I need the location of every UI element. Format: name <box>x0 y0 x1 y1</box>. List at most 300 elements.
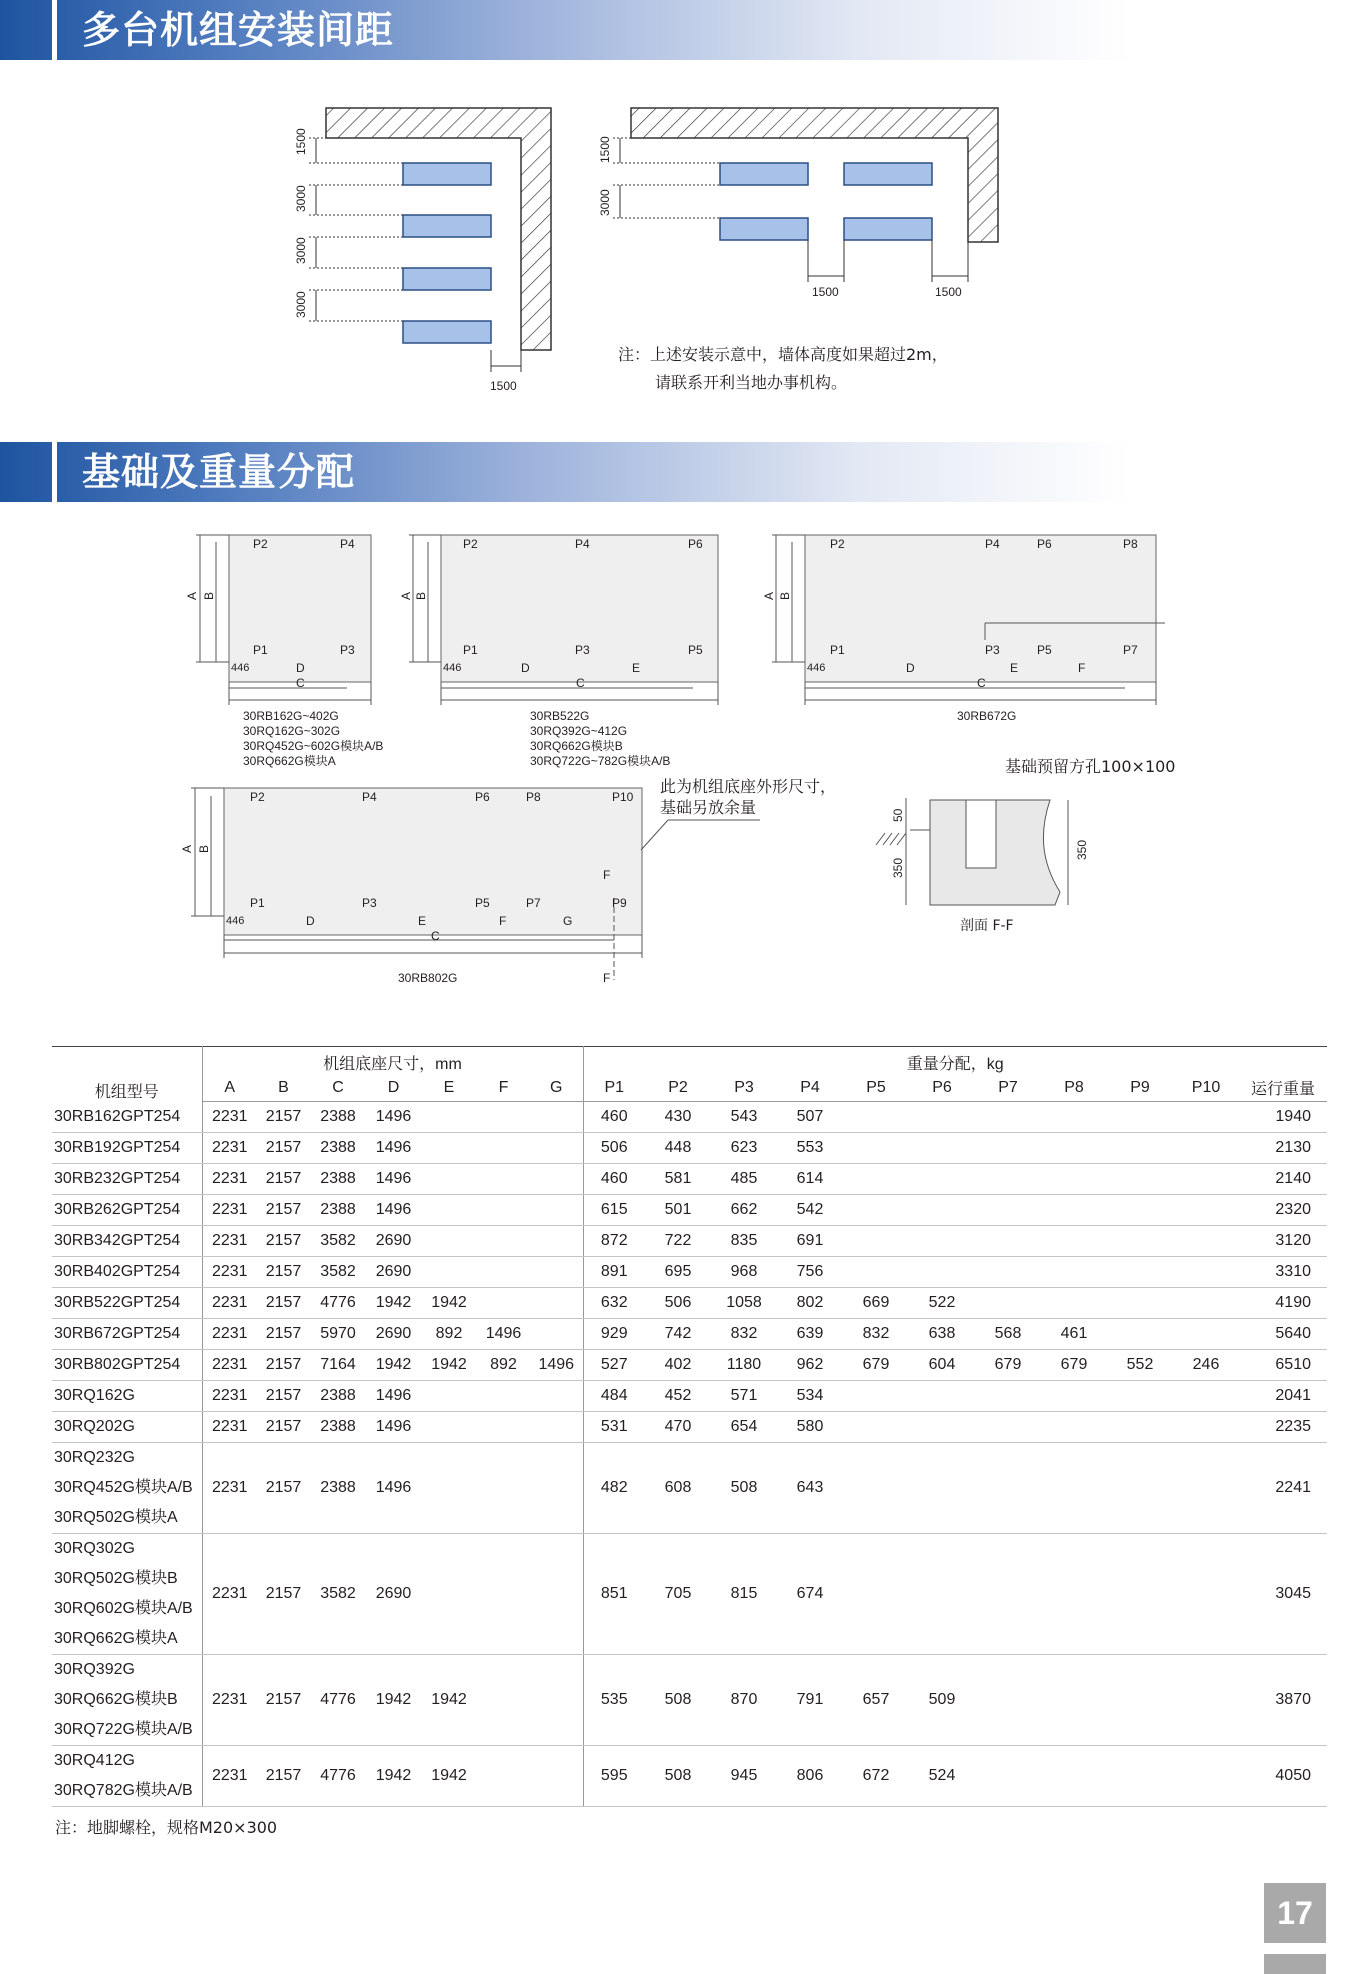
point-P1: P1 <box>253 643 268 657</box>
dim-cell <box>530 1102 583 1133</box>
weight-cell <box>1173 1655 1239 1746</box>
weight-cell: 929 <box>583 1319 645 1350</box>
dim-cell: 892 <box>421 1319 477 1350</box>
diagram3-model: 30RB672G <box>957 709 1017 723</box>
weight-cell: 509 <box>909 1655 975 1746</box>
point-P4: P4 <box>362 790 377 804</box>
weight-cell <box>909 1226 975 1257</box>
point-P2: P2 <box>830 537 845 551</box>
weight-cell: 506 <box>645 1288 711 1319</box>
point-P10: P10 <box>612 790 634 804</box>
dim-cell: 3582 <box>310 1534 366 1655</box>
dim-cell <box>477 1443 530 1534</box>
diagram1-model-3: 30RQ452G~602G模块A/B <box>243 739 384 753</box>
total-weight-cell: 2140 <box>1239 1164 1327 1195</box>
weight-cell <box>975 1102 1041 1133</box>
dim-cell: 2231 <box>202 1319 257 1350</box>
dim-cell: 4776 <box>310 1288 366 1319</box>
weight-cell: 501 <box>645 1195 711 1226</box>
dim-cell: 4776 <box>310 1746 366 1807</box>
model-name: 30RQ412G <box>54 1752 135 1769</box>
model-name: 30RB262GPT254 <box>54 1201 181 1218</box>
table-row <box>52 1655 1327 1746</box>
dim-cell: 3582 <box>310 1226 366 1257</box>
dim-col-header: A <box>202 1074 257 1102</box>
weight-cell <box>1041 1257 1107 1288</box>
weight-cell: 615 <box>583 1195 645 1226</box>
weight-cell <box>909 1195 975 1226</box>
point-P1: P1 <box>463 643 478 657</box>
model-name: 30RQ202G <box>54 1418 135 1435</box>
weight-cell <box>975 1443 1041 1534</box>
total-weight-cell: 2241 <box>1239 1443 1327 1534</box>
dim-cell <box>421 1443 477 1534</box>
weight-cell <box>1041 1443 1107 1534</box>
weight-cell <box>1107 1319 1173 1350</box>
weight-cell: 791 <box>777 1655 843 1746</box>
weight-cell: 508 <box>645 1655 711 1746</box>
dim-cell <box>477 1381 530 1412</box>
model-cell <box>52 1412 202 1443</box>
weight-cell: 552 <box>1107 1350 1173 1381</box>
model-cell <box>52 1655 202 1746</box>
section-title-spacing: 多台机组安装间距 <box>82 8 395 52</box>
weight-cell <box>1107 1257 1173 1288</box>
dim-label: 3000 <box>294 291 308 318</box>
table-row <box>52 1443 1327 1534</box>
weight-cell <box>1173 1381 1239 1412</box>
model-name: 30RQ502G模块B <box>54 1570 178 1587</box>
dim-cell <box>421 1257 477 1288</box>
weight-cell: 448 <box>645 1133 711 1164</box>
weight-cell: 531 <box>583 1412 645 1443</box>
dim-446: 446 <box>443 662 462 674</box>
point-P1: P1 <box>830 643 845 657</box>
model-name: 30RB522GPT254 <box>54 1294 181 1311</box>
weight-cell <box>909 1534 975 1655</box>
dim-cell: 1942 <box>421 1655 477 1746</box>
dim-cell: 1496 <box>366 1133 421 1164</box>
dim-cell: 1496 <box>530 1350 583 1381</box>
label-A: A <box>185 591 199 600</box>
point-P6: P6 <box>475 790 490 804</box>
weight-cell: 470 <box>645 1412 711 1443</box>
weight-cell: 534 <box>777 1381 843 1412</box>
table-row <box>52 1133 1327 1164</box>
dim-col-header: G <box>530 1074 583 1102</box>
weight-cell <box>1173 1746 1239 1807</box>
weight-cell: 571 <box>711 1381 777 1412</box>
dim-cell: 2157 <box>257 1655 310 1746</box>
dim-cell <box>421 1133 477 1164</box>
dim-cell: 1942 <box>421 1746 477 1807</box>
dim-cell <box>477 1746 530 1807</box>
point-P2: P2 <box>253 537 268 551</box>
weight-cell <box>975 1381 1041 1412</box>
weight-cell: 507 <box>777 1102 843 1133</box>
dim-cell <box>530 1534 583 1655</box>
label-A: A <box>762 591 776 600</box>
dim-cell: 2231 <box>202 1350 257 1381</box>
model-name: 30RQ782G模块A/B <box>54 1782 193 1799</box>
weight-col-header: P3 <box>711 1074 777 1102</box>
dim-cell <box>477 1102 530 1133</box>
dim-cell <box>530 1257 583 1288</box>
diagram2-model-2: 30RQ392G~412G <box>530 724 628 738</box>
dim-cell <box>421 1226 477 1257</box>
dim-cell: 2388 <box>310 1164 366 1195</box>
label-D: D <box>296 661 305 675</box>
label-G: G <box>563 914 573 928</box>
dim-350: 350 <box>1075 839 1089 860</box>
weight-cell <box>1041 1164 1107 1195</box>
table-row <box>52 1534 1327 1655</box>
weight-cell <box>843 1257 909 1288</box>
model-name: 30RB802GPT254 <box>54 1356 181 1373</box>
weight-cell: 430 <box>645 1102 711 1133</box>
weight-cell <box>1107 1288 1173 1319</box>
weight-cell: 870 <box>711 1655 777 1746</box>
point-P6: P6 <box>688 537 703 551</box>
weight-cell: 608 <box>645 1443 711 1534</box>
weight-cell: 484 <box>583 1381 645 1412</box>
weight-cell: 246 <box>1173 1350 1239 1381</box>
weight-cell <box>1173 1319 1239 1350</box>
dim-cell: 2231 <box>202 1746 257 1807</box>
dim-cell: 2690 <box>366 1534 421 1655</box>
weight-cell: 482 <box>583 1443 645 1534</box>
page-number: 17 <box>1264 1883 1326 1943</box>
weight-cell <box>1107 1381 1173 1412</box>
diagram2-model-1: 30RB522G <box>530 709 590 723</box>
weight-cell: 672 <box>843 1746 909 1807</box>
weight-cell: 535 <box>583 1655 645 1746</box>
dim-50: 50 <box>891 808 905 822</box>
dim-cell <box>477 1164 530 1195</box>
page-tab <box>1264 1954 1326 1974</box>
dim-446: 446 <box>231 662 250 674</box>
label-E: E <box>1010 661 1019 675</box>
dim-cell: 2157 <box>257 1102 310 1133</box>
dim-cell: 2388 <box>310 1381 366 1412</box>
label-F: F <box>1078 661 1086 675</box>
dim-label: 1500 <box>812 285 839 299</box>
weight-cell: 851 <box>583 1534 645 1655</box>
foundation-diagrams <box>0 520 1345 1080</box>
dim-cell: 1942 <box>421 1288 477 1319</box>
weight-cell <box>843 1412 909 1443</box>
dim-label: 3000 <box>294 237 308 264</box>
weight-cell <box>975 1746 1041 1807</box>
dim-cell: 2157 <box>257 1381 310 1412</box>
wall-right-diagram <box>631 108 998 242</box>
weight-cell: 695 <box>645 1257 711 1288</box>
dim-cell: 2690 <box>366 1257 421 1288</box>
model-name: 30RB402GPT254 <box>54 1263 181 1280</box>
weight-cell: 679 <box>1041 1350 1107 1381</box>
weight-col-header: 运行重量 <box>1239 1074 1327 1102</box>
dim-cell: 1942 <box>366 1655 421 1746</box>
table-row <box>52 1257 1327 1288</box>
dim-cell: 2388 <box>310 1195 366 1226</box>
model-cell <box>52 1257 202 1288</box>
weight-cell <box>909 1412 975 1443</box>
dim-label: 1500 <box>598 136 612 163</box>
total-weight-cell: 4190 <box>1239 1288 1327 1319</box>
diagram4-model: 30RB802G <box>398 971 458 985</box>
total-weight-cell: 2041 <box>1239 1381 1327 1412</box>
dim-cell: 2231 <box>202 1195 257 1226</box>
weight-cell: 643 <box>777 1443 843 1534</box>
dim-cell: 2388 <box>310 1102 366 1133</box>
weight-cell: 705 <box>645 1534 711 1655</box>
label-F: F <box>499 914 507 928</box>
dim-cell: 2231 <box>202 1412 257 1443</box>
dim-cell: 2157 <box>257 1288 310 1319</box>
dim-cell: 3582 <box>310 1257 366 1288</box>
model-header: 机组型号 <box>52 1047 202 1102</box>
diagram1-model-1: 30RB162G~402G <box>243 709 339 723</box>
dim-cell: 4776 <box>310 1655 366 1746</box>
model-cell <box>52 1350 202 1381</box>
weight-cell <box>1173 1534 1239 1655</box>
label-F: F <box>603 868 611 882</box>
weight-cell <box>975 1133 1041 1164</box>
weight-cell: 632 <box>583 1288 645 1319</box>
weight-cell: 614 <box>777 1164 843 1195</box>
weight-cell: 968 <box>711 1257 777 1288</box>
weight-cell: 595 <box>583 1746 645 1807</box>
weight-cell <box>1041 1746 1107 1807</box>
model-cell <box>52 1195 202 1226</box>
dim-cell: 2231 <box>202 1534 257 1655</box>
label-C: C <box>431 929 440 943</box>
model-name: 30RQ602G模块A/B <box>54 1600 193 1617</box>
weight-header: 重量分配，kg <box>906 1056 1004 1073</box>
weight-cell: 832 <box>711 1319 777 1350</box>
weight-cell <box>1173 1412 1239 1443</box>
dim-cell: 1942 <box>366 1288 421 1319</box>
weight-cell: 742 <box>645 1319 711 1350</box>
weight-cell <box>1041 1655 1107 1746</box>
dim-cell: 7164 <box>310 1350 366 1381</box>
dim-cell: 2690 <box>366 1226 421 1257</box>
point-P7: P7 <box>526 896 541 910</box>
spacing-diagrams <box>0 0 1345 430</box>
weight-cell <box>1173 1288 1239 1319</box>
weight-cell: 679 <box>843 1350 909 1381</box>
unit-box <box>403 163 491 185</box>
model-cell <box>52 1534 202 1655</box>
diagram1-model-2: 30RQ162G~302G <box>243 724 341 738</box>
unit-box <box>403 215 491 237</box>
dim-cell: 2231 <box>202 1443 257 1534</box>
model-cell <box>52 1381 202 1412</box>
weight-cell <box>843 1164 909 1195</box>
weight-cell <box>909 1133 975 1164</box>
dim-col-header: E <box>421 1074 477 1102</box>
weight-cell: 508 <box>711 1443 777 1534</box>
weight-cell: 580 <box>777 1412 843 1443</box>
label-C: C <box>296 676 305 690</box>
unit-box <box>720 218 808 240</box>
point-P5: P5 <box>475 896 490 910</box>
dim-cell <box>477 1257 530 1288</box>
dim-cell: 2231 <box>202 1655 257 1746</box>
weight-cell <box>975 1164 1041 1195</box>
dim-cell: 2231 <box>202 1288 257 1319</box>
dim-cell <box>421 1534 477 1655</box>
weight-cell: 872 <box>583 1226 645 1257</box>
model-name: 30RB162GPT254 <box>54 1107 181 1125</box>
total-weight-cell: 2235 <box>1239 1412 1327 1443</box>
model-name: 30RQ452G模块A/B <box>54 1479 193 1496</box>
dim-cell: 892 <box>477 1350 530 1381</box>
weight-col-header: P10 <box>1173 1074 1239 1102</box>
weight-cell <box>1107 1133 1173 1164</box>
dim-cell: 2231 <box>202 1164 257 1195</box>
dim-cell: 1496 <box>366 1164 421 1195</box>
weight-cell <box>1173 1195 1239 1226</box>
dim-cell <box>530 1746 583 1807</box>
table-row <box>52 1381 1327 1412</box>
weight-cell: 639 <box>777 1319 843 1350</box>
weight-col-header: P2 <box>645 1074 711 1102</box>
dim-cell: 2157 <box>257 1226 310 1257</box>
model-name: 30RQ232G <box>54 1449 135 1466</box>
table-row <box>52 1350 1327 1381</box>
label-D: D <box>906 661 915 675</box>
dim-350: 350 <box>891 857 905 878</box>
weight-cell: 806 <box>777 1746 843 1807</box>
table-row <box>52 1746 1327 1807</box>
dim-cell: 2231 <box>202 1226 257 1257</box>
spacing-note-line2: 请联系开利当地办事机构。 <box>655 373 848 392</box>
weight-cell: 506 <box>583 1133 645 1164</box>
dim-cell: 2157 <box>257 1443 310 1534</box>
label-B: B <box>778 591 792 600</box>
dim-cell: 2157 <box>257 1350 310 1381</box>
weight-cell: 623 <box>711 1133 777 1164</box>
weight-cell <box>1107 1655 1173 1746</box>
weight-cell <box>1041 1381 1107 1412</box>
weight-cell <box>1041 1226 1107 1257</box>
total-weight-cell: 4050 <box>1239 1746 1327 1807</box>
dim-cell: 2157 <box>257 1195 310 1226</box>
total-weight-cell: 3045 <box>1239 1534 1327 1655</box>
weight-cell: 524 <box>909 1746 975 1807</box>
dim-cell: 2388 <box>310 1133 366 1164</box>
dim-cell <box>530 1443 583 1534</box>
model-name: 30RQ662G模块A <box>54 1630 178 1647</box>
table-row <box>52 1288 1327 1319</box>
weight-cell: 460 <box>583 1102 645 1133</box>
total-weight-cell: 3120 <box>1239 1226 1327 1257</box>
weight-cell: 553 <box>777 1133 843 1164</box>
weight-cell: 581 <box>645 1164 711 1195</box>
weight-cell: 657 <box>843 1655 909 1746</box>
weight-cell <box>1107 1226 1173 1257</box>
dim-cell <box>530 1288 583 1319</box>
total-weight-cell: 5640 <box>1239 1319 1327 1350</box>
weight-cell <box>843 1195 909 1226</box>
point-P2: P2 <box>250 790 265 804</box>
weight-cell <box>1173 1133 1239 1164</box>
weight-cell: 691 <box>777 1226 843 1257</box>
weight-cell <box>975 1288 1041 1319</box>
dim-cell: 2231 <box>202 1381 257 1412</box>
model-cell <box>52 1102 202 1133</box>
weight-cell: 461 <box>1041 1319 1107 1350</box>
dim-446: 446 <box>226 915 245 927</box>
outline-note-line1: 此为机组底座外形尺寸， <box>660 777 837 796</box>
weight-cell: 638 <box>909 1319 975 1350</box>
dim-cell <box>477 1226 530 1257</box>
weight-cell <box>1107 1746 1173 1807</box>
weight-cell: 674 <box>777 1534 843 1655</box>
weight-cell: 1058 <box>711 1288 777 1319</box>
dim-cell <box>530 1381 583 1412</box>
weight-cell <box>975 1655 1041 1746</box>
base-outline-4 <box>224 788 642 935</box>
weight-cell <box>843 1226 909 1257</box>
dim-cell: 1496 <box>366 1102 421 1133</box>
dim-col-header: F <box>477 1074 530 1102</box>
weight-cell <box>975 1412 1041 1443</box>
weight-cell <box>1173 1102 1239 1133</box>
table-row <box>52 1164 1327 1195</box>
point-P9: P9 <box>612 896 627 910</box>
weight-cell: 722 <box>645 1226 711 1257</box>
weight-cell: 962 <box>777 1350 843 1381</box>
dim-label: 3000 <box>294 185 308 212</box>
weight-cell: 891 <box>583 1257 645 1288</box>
unit-box <box>403 268 491 290</box>
model-name: 30RQ662G模块B <box>54 1691 178 1708</box>
dim-cell: 2157 <box>257 1534 310 1655</box>
dim-cell: 2157 <box>257 1257 310 1288</box>
diagram2-model-4: 30RQ722G~782G模块A/B <box>530 754 671 768</box>
unit-box <box>720 163 808 185</box>
table-row <box>52 1412 1327 1443</box>
point-P5: P5 <box>688 643 703 657</box>
table-row <box>52 1226 1327 1257</box>
dim-cell: 1496 <box>366 1412 421 1443</box>
total-weight-cell: 2320 <box>1239 1195 1327 1226</box>
dim-cell: 2690 <box>366 1319 421 1350</box>
label-A: A <box>180 844 194 853</box>
weight-cell <box>1173 1164 1239 1195</box>
dim-cell <box>477 1655 530 1746</box>
weight-cell <box>1041 1102 1107 1133</box>
weight-cell: 679 <box>975 1350 1041 1381</box>
weight-cell <box>843 1133 909 1164</box>
weight-cell: 604 <box>909 1350 975 1381</box>
weight-cell <box>975 1257 1041 1288</box>
label-B: B <box>414 591 428 600</box>
outline-note-line2: 基础另放余量 <box>660 798 757 817</box>
dim-cell <box>530 1655 583 1746</box>
weight-cell: 1180 <box>711 1350 777 1381</box>
weight-cell <box>1107 1195 1173 1226</box>
point-P6: P6 <box>1037 537 1052 551</box>
weight-cell <box>1107 1102 1173 1133</box>
label-A: A <box>399 591 413 600</box>
weight-cell: 542 <box>777 1195 843 1226</box>
dim-col-header: D <box>366 1074 421 1102</box>
table-row <box>52 1195 1327 1226</box>
dim-cell <box>530 1195 583 1226</box>
